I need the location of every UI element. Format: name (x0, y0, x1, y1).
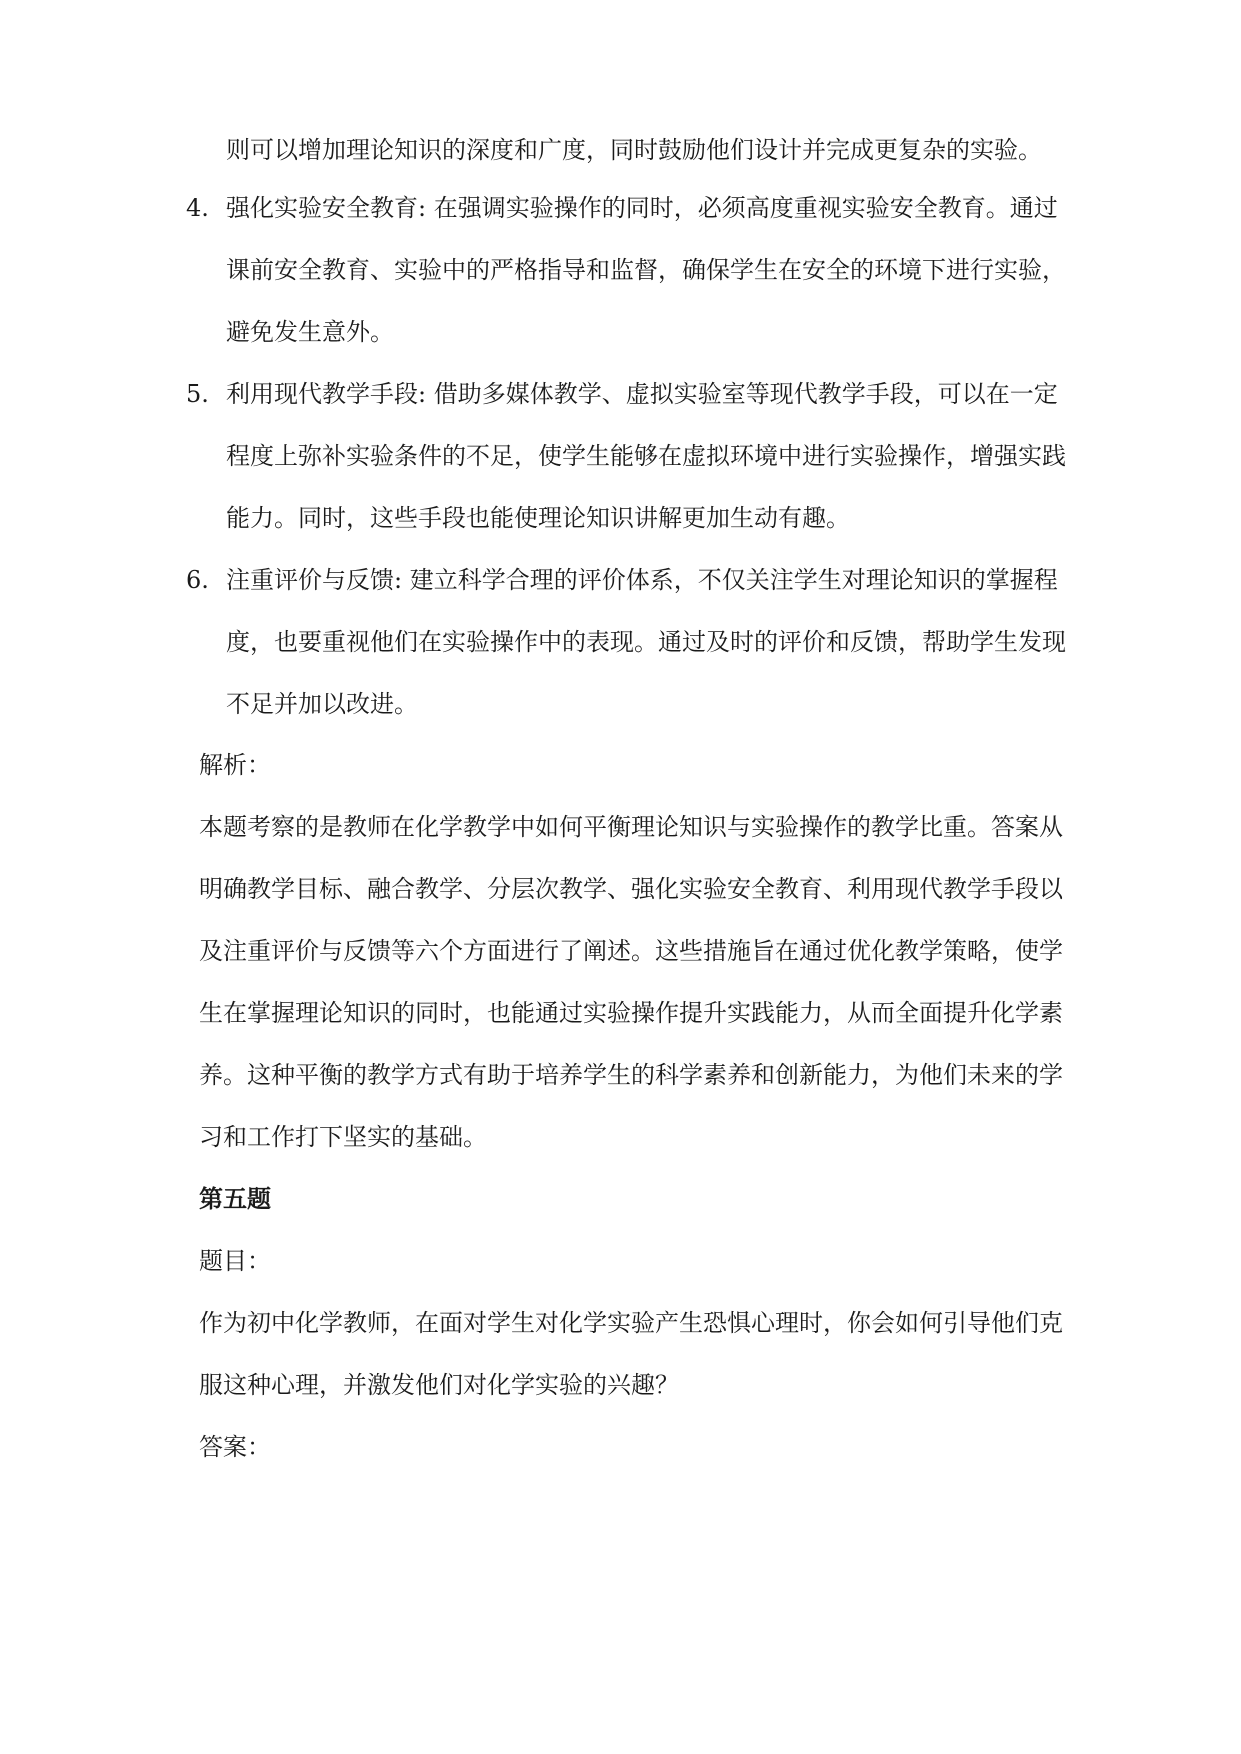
list-item-4-line-2: 课前安全教育、实验中的严格指导和监督，确保学生在安全的环境下进行实验， (226, 256, 1066, 284)
question-5-prompt-label: 题目： (199, 1247, 271, 1275)
list-item-6-line-2: 度，也要重视他们在实验操作中的表现。通过及时的评价和反馈，帮助学生发现 (226, 628, 1066, 656)
list-item-6-line-3: 不足并加以改进。 (226, 690, 418, 718)
list-item-5-line-2: 程度上弥补实验条件的不足，使学生能够在虚拟环境中进行实验操作，增强实践 (226, 442, 1066, 470)
list-item-4-line-3: 避免发生意外。 (226, 318, 394, 346)
list-item-3-continuation: 则可以增加理论知识的深度和广度，同时鼓励他们设计并完成更复杂的实验。 (226, 136, 1042, 164)
analysis-line-2: 明确教学目标、融合教学、分层次教学、强化实验安全教育、利用现代教学手段以 (199, 875, 1063, 903)
analysis-line-3: 及注重评价与反馈等六个方面进行了阐述。这些措施旨在通过优化教学策略，使学 (199, 937, 1063, 965)
list-item-6-line-1: 注重评价与反馈: 建立科学合理的评价体系，不仅关注学生对理论知识的掌握程 (226, 566, 1058, 594)
list-number-4: 4. (186, 194, 209, 222)
analysis-line-1: 本题考察的是教师在化学教学中如何平衡理论知识与实验操作的教学比重。答案从 (199, 813, 1063, 841)
list-item-5-line-1: 利用现代教学手段: 借助多媒体教学、虚拟实验室等现代教学手段，可以在一定 (226, 380, 1058, 408)
list-number-5: 5. (186, 380, 209, 408)
analysis-line-4: 生在掌握理论知识的同时，也能通过实验操作提升实践能力，从而全面提升化学素 (199, 999, 1063, 1027)
list-number-6: 6. (186, 566, 209, 594)
analysis-line-5: 养。这种平衡的教学方式有助于培养学生的科学素养和创新能力，为他们未来的学 (199, 1061, 1063, 1089)
question-5-line-1: 作为初中化学教师，在面对学生对化学实验产生恐惧心理时，你会如何引导他们克 (199, 1309, 1063, 1337)
list-item-4-line-1: 强化实验安全教育: 在强调实验操作的同时，必须高度重视实验安全教育。通过 (226, 194, 1058, 222)
question-5-line-2: 服这种心理，并激发他们对化学实验的兴趣？ (199, 1371, 679, 1399)
question-5-answer-label: 答案： (199, 1433, 271, 1461)
question-5-heading: 第五题 (199, 1184, 271, 1213)
list-item-5-line-3: 能力。同时，这些手段也能使理论知识讲解更加生动有趣。 (226, 504, 850, 532)
analysis-label: 解析： (199, 751, 271, 779)
analysis-line-6: 习和工作打下坚实的基础。 (199, 1123, 487, 1151)
